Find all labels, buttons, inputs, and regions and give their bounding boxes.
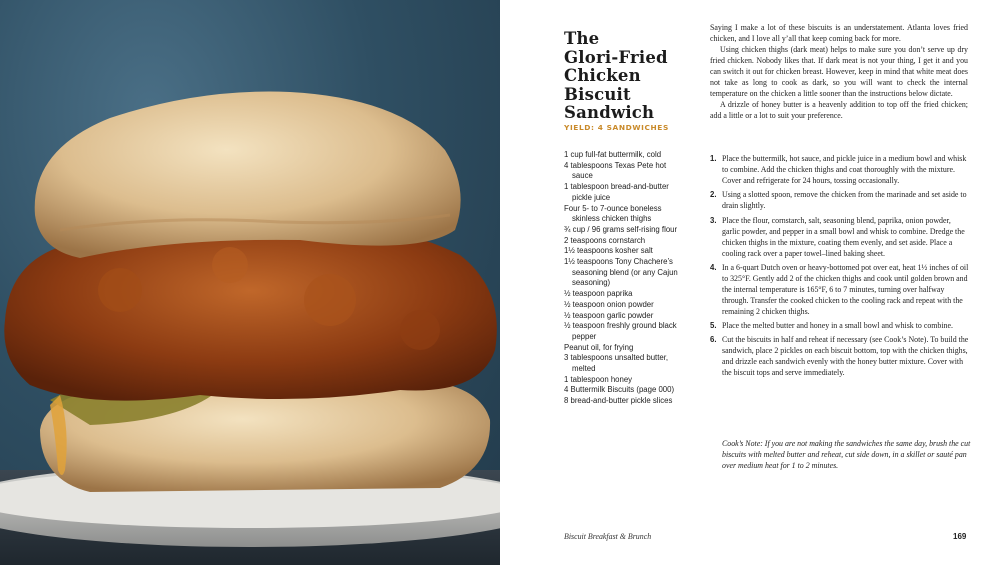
instruction-step [710, 262, 970, 317]
step-number: 2. [710, 190, 717, 200]
page-number: 169 [953, 532, 967, 541]
recipe-page [500, 0, 1000, 565]
running-footer-section: Biscuit Breakfast & Brunch [564, 532, 652, 541]
step-text: Place the melted butter and honey in a small bowl and whisk to combine. [722, 321, 953, 331]
ingredient-item: 4 tablespoons Texas Pete hot sauce [564, 160, 667, 181]
intro-paragraph: Using chicken thighs (dark meat) helps to make sure you don’t serve up dry fried chicken. Nobody likes that. If dark meat is not your thing, I get it and you can switch it out for chicken breast. However, keep in mind that white meat does not take as long to cook as dark, so you will want to check the internal temperature on the chicken a little sooner than the instructions below dictate. [710, 45, 968, 98]
title-line: Biscuit [564, 84, 631, 104]
title-line: Glori-Fried [564, 47, 668, 67]
ingredient-item: ¾ cup / 96 grams self-rising flour [564, 224, 678, 234]
instruction-step [710, 334, 970, 378]
ingredient-item: Four 5- to 7-ounce boneless skinless chicken thighs [564, 203, 662, 224]
instructions-list [710, 153, 970, 382]
step-text: Using a slotted spoon, remove the chicken from the marinade and set aside to drain slightly. [722, 190, 967, 211]
ingredient-item: 8 bread-and-butter pickle slices [564, 396, 673, 406]
ingredients-list [564, 150, 682, 407]
instruction-step [710, 189, 970, 211]
step-number: 3. [710, 215, 717, 225]
ingredient-item: ½ teaspoon freshly ground black pepper [564, 321, 677, 341]
ingredient-item: ½ teaspoon garlic powder [564, 310, 654, 320]
step-number: 1. [710, 154, 717, 163]
intro-paragraph: A drizzle of honey butter is a heavenly addition to top off the fried chicken; add a little or a lot to suit your preference. [710, 100, 968, 120]
title-line: The [564, 29, 600, 48]
step-text: Place the flour, cornstarch, salt, seasoning blend, paprika, onion powder, garlic powder, and pepper in a small bowl and whisk to combine. Dredge the chicken thighs in the mixture, coating them evenly, and set aside. Place a cooling rack over a paper towel–lined baking sheet. [722, 215, 965, 258]
cooks-note: Cook’s Note: If you are not making the sandwiches the same day, brush the cut biscuits with melted butter and reheat, cut side down, in a skillet or sauté pan over medium heat for 1 to 2 minutes. [722, 439, 971, 470]
step-text: Cut the biscuits in half and reheat if necessary (see Cook’s Note). To build the sandwich, place 2 pickles on each biscuit bottom, top with the chicken thighs, and drizzle each sandwich evenly with the honey butter mixture. Cover with the biscuit tops and serve immediately. [722, 335, 969, 378]
ingredient-item: 1 tablespoon bread-and-butter pickle juice [564, 182, 669, 202]
intro-paragraph: Saying I make a lot of these biscuits is an understatement. Atlanta loves fried chicken, and I love all y’all that keep coming back for more. [710, 23, 968, 43]
ingredient-item: 1½ teaspoons Tony Chachere’s seasoning blend (or any Cajun seasoning) [564, 257, 678, 288]
step-number: 4. [710, 262, 717, 272]
recipe-title [564, 30, 704, 123]
ingredient-item: 4 Buttermilk Biscuits (page 000) [564, 385, 675, 395]
ingredient-item: 2 teaspoons cornstarch [564, 235, 646, 245]
ingredient-item: 1½ teaspoons kosher salt [564, 246, 653, 256]
step-number: 6. [710, 335, 717, 345]
ingredient-item: 1 cup full-fat buttermilk, cold [564, 150, 662, 159]
ingredient-item: ½ teaspoon onion powder [564, 299, 654, 309]
ingredient-item: Peanut oil, for frying [564, 342, 634, 352]
title-line: Sandwich [564, 103, 655, 122]
recipe-yield: YIELD: 4 SANDWICHES [564, 123, 669, 132]
step-text: Place the buttermilk, hot sauce, and pickle juice in a medium bowl and whisk to combine. Add the chicken thighs and coat thoroughly with the mixture. Cover and refrigerate for 24 hours, tossing occasionally. [722, 154, 967, 185]
ingredient-item: 3 tablespoons unsalted butter, melted [564, 353, 669, 374]
instruction-step [710, 215, 970, 259]
title-line: Chicken [564, 66, 641, 85]
recipe-intro [710, 22, 968, 121]
ingredient-item: 1 tablespoon honey [564, 374, 633, 384]
step-number: 5. [710, 321, 717, 331]
ingredient-item: ½ teaspoon paprika [564, 289, 633, 299]
instruction-step [710, 153, 970, 186]
step-text: In a 6-quart Dutch oven or heavy-bottomed pot over eat, heat 1½ inches of oil to 325°F. Gently add 2 of the chicken thighs and cook until golden brown and the internal temperature is 165°F, 6 to 7 minutes, turning over halfway through. Transfer the cooked chicken to the cooling rack and repeat with the remaining 2 chicken thighs. [722, 262, 969, 316]
instruction-step [710, 320, 970, 331]
